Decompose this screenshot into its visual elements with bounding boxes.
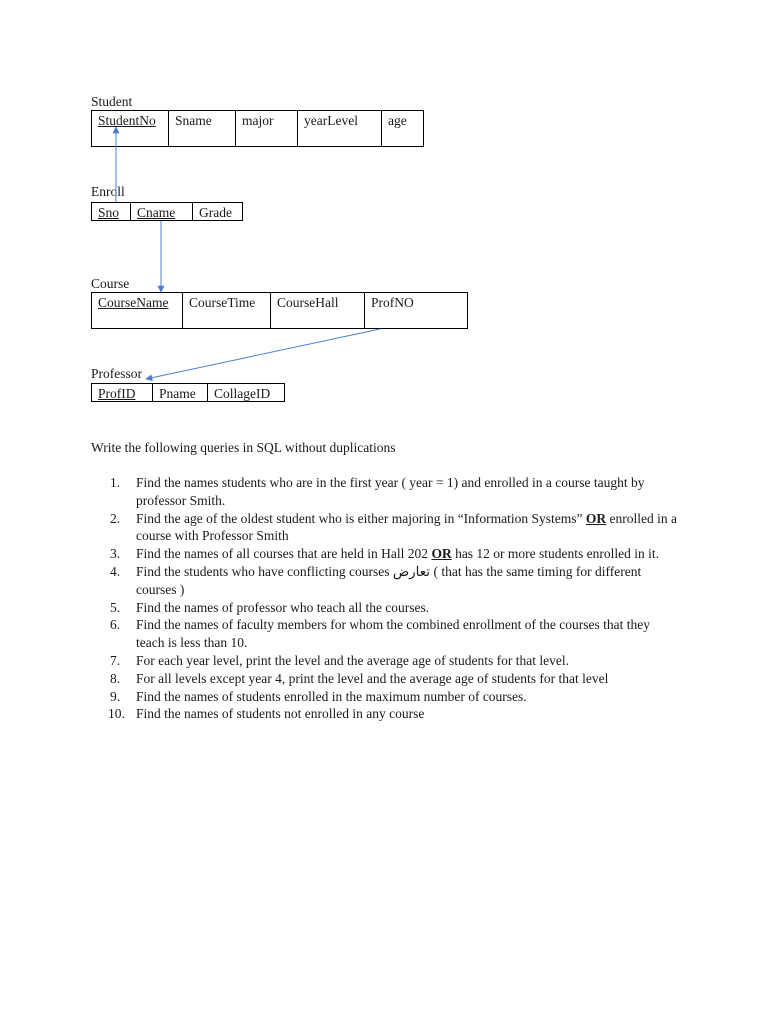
enroll-col-cname: Cname: [131, 203, 193, 220]
query-number: 5.: [110, 599, 121, 615]
query-number: 8.: [110, 670, 121, 686]
query-number: 1.: [110, 475, 121, 490]
query-item: [91, 688, 681, 706]
query-text: Find the names of faculty members for whom the combined enrollment of the courses that they teach is less than 10.: [136, 617, 650, 651]
query-number: 7.: [110, 652, 121, 668]
query-text: Find the names of students not enrolled in any course: [136, 706, 425, 722]
query-text: Find the names of all courses that are held in Hall 202: [136, 546, 432, 562]
query-item: [91, 670, 681, 688]
or-emphasis: OR: [431, 546, 452, 562]
course-col-coursehall: CourseHall: [271, 293, 365, 328]
student-table-title: Student: [91, 94, 133, 109]
professor-table-title: Professor: [91, 366, 142, 381]
query-item: [91, 545, 681, 563]
query-number: 2.: [110, 510, 121, 526]
course-col-coursename: CourseName: [92, 293, 183, 328]
query-text: Find the names students who are in the first year ( year = 1) and enrolled in a course taught by professor Smith.: [136, 475, 645, 508]
student-col-major: major: [236, 111, 298, 146]
query-text: For each year level, print the level and the average age of students for that level.: [136, 652, 569, 668]
query-item: [91, 616, 681, 652]
query-number: 4.: [110, 563, 121, 579]
course-table-title: Course: [91, 276, 130, 291]
query-item: [91, 599, 681, 617]
student-col-yearlevel: yearLevel: [298, 111, 382, 146]
student-col-studentno: StudentNo: [92, 111, 169, 146]
query-number: 6.: [110, 617, 121, 633]
enroll-col-grade: Grade: [199, 205, 232, 220]
professor-col-pname: Pname: [153, 384, 208, 401]
query-text: Find the students who have conflicting courses تعارض ( that has the same timing for different courses ): [136, 563, 642, 597]
student-col-sname: Sname: [169, 111, 236, 146]
course-col-profno: ProfNO: [371, 295, 414, 310]
instruction-text: Write the following queries in SQL without duplications: [91, 440, 396, 455]
enroll-schema: [91, 202, 243, 221]
query-text: For all levels except year 4, print the level and the average age of students for that level: [136, 670, 609, 686]
query-text: Find the age of the oldest student who is either majoring in “Information Systems”: [136, 510, 586, 526]
query-number: 9.: [110, 688, 121, 704]
query-number: 3.: [110, 546, 121, 562]
query-item: [91, 652, 681, 670]
or-emphasis: OR: [585, 510, 607, 526]
student-schema: [91, 110, 424, 147]
professor-col-collageid: CollageID: [214, 386, 271, 401]
query-item: [91, 563, 681, 599]
professor-schema: [91, 383, 285, 402]
query-text: Find the names of professor who teach all the courses.: [136, 599, 430, 615]
student-col-age: age: [388, 113, 407, 128]
query-number: 10.: [108, 706, 125, 722]
course-profno-to-professor-arrow: [146, 329, 380, 379]
query-text-continued: has 12 or more students enrolled in it.: [451, 546, 660, 562]
course-col-coursetime: CourseTime: [183, 293, 271, 328]
query-list: [91, 474, 681, 723]
course-schema: [91, 292, 468, 329]
query-text: Find the names of students enrolled in the maximum number of courses.: [136, 688, 527, 704]
query-item: [91, 474, 681, 510]
query-item: [91, 510, 681, 546]
enroll-col-sno: Sno: [92, 203, 131, 220]
query-item: [91, 705, 681, 723]
query-text-continued: enrolled in a course with Professor Smith: [136, 510, 678, 544]
enroll-table-title: Enroll: [91, 184, 125, 199]
professor-col-profid: ProfID: [92, 384, 153, 401]
